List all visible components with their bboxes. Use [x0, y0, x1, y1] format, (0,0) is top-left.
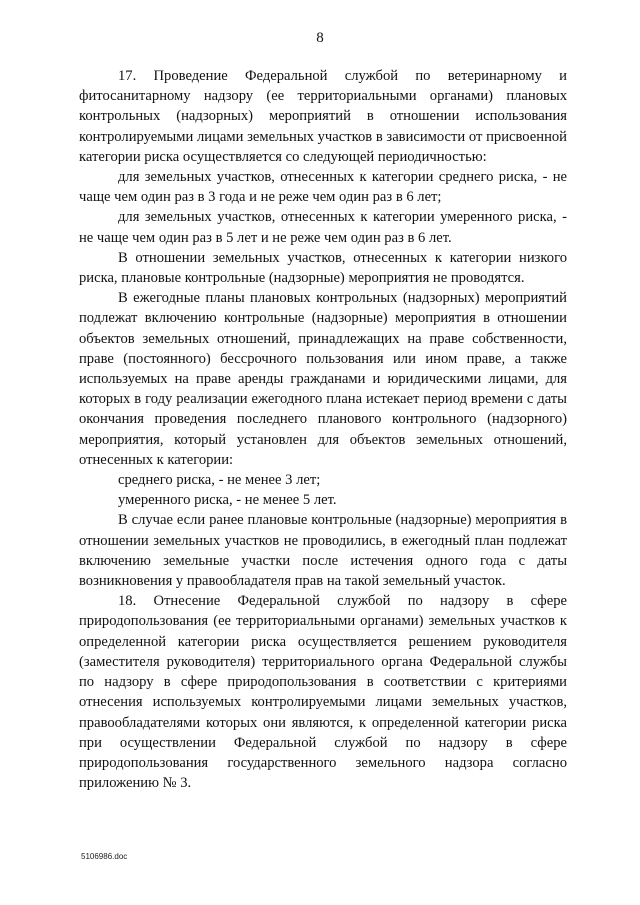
file-name-footer: 5106986.doc	[81, 852, 128, 861]
paragraph-moderate-risk-period: умеренного риска, - не менее 5 лет.	[118, 492, 337, 509]
page-number: 8	[316, 30, 324, 46]
paragraph-moderate-risk: для земельных участков, отнесенных к категории умеренного риска, - не чаще чем один раз в 5 лет и не реже чем один раз в 6 лет.	[79, 209, 567, 246]
paragraph-17-intro: 17. Проведение Федеральной службой по ветеринарному и фитосанитарному надзору (ее территориальными органами) плановых контрольных (надзорных) мероприятий в отношении использования контролируемыми лицами земельных участков в зависимости от присвоенной категории риска осуществляется со следующей периодичностью:	[79, 68, 567, 165]
paragraph-no-prior-inspections: В случае если ранее плановые контрольные (надзорные) мероприятия в отношении земельных участков не проводились, в ежегодный план подлежат включению земельные участки после истечения одного года с даты возникновения у правообладателя прав на такой земельный участок.	[79, 512, 567, 590]
paragraph-18: 18. Отнесение Федеральной службой по надзору в сфере природопользования (ее территориальными органами) земельных участков к определенной категории риска осуществляется решением руководителя (заместителя руководителя) территориального органа Федеральной службы по надзору в сфере природопользования в соответствии с критериями отнесения используемых контролируемыми лицами земельных участков, правообладателями которых они являются, к определенной категории риска при осуществлении Федеральной службой по надзору в сфере природопользования государственного земельного надзора согласно приложению № 3.	[79, 593, 567, 792]
paragraph-low-risk: В отношении земельных участков, отнесенных к категории низкого риска, плановые контрольные (надзорные) мероприятия не проводятся.	[79, 249, 567, 287]
document-body	[79, 66, 567, 793]
paragraph-medium-risk-period: среднего риска, - не менее 3 лет;	[118, 472, 321, 489]
paragraph-medium-risk: для земельных участков, отнесенных к категории среднего риска, - не чаще чем один раз в 3 года и не реже чем один раз в 6 лет;	[79, 169, 567, 206]
paragraph-annual-plans: В ежегодные планы плановых контрольных (надзорных) мероприятий подлежат включению контрольные (надзорные) мероприятия в отношении объектов земельных отношений, принадлежащих на праве собственности, праве (постоянного) бессрочного пользования или ином праве, а также используемых на праве аренды гражданами и юридическими лицами, для которых в году реализации ежегодного плана истекает период времени с даты окончания проведения последнего планового контрольного (надзорного) мероприятия, который установлен для объектов земельных отношений, отнесенных к категории:	[79, 290, 567, 468]
